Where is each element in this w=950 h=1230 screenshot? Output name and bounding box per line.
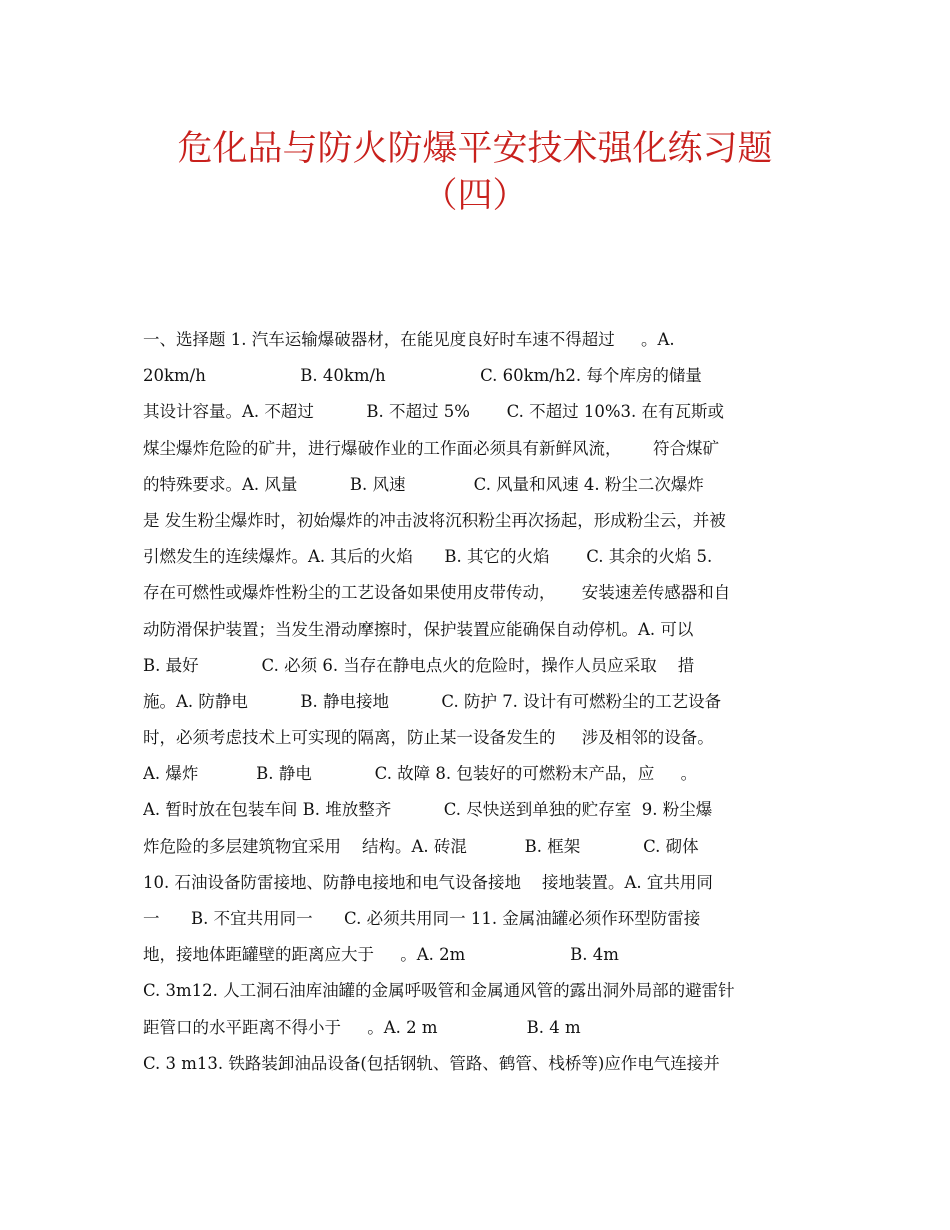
text-line: 引燃发生的连续爆炸。A. 其后的火焰 B. 其它的火焰 C. 其余的火焰 5. bbox=[143, 547, 713, 567]
text-line: 时，必须考虑技术上可实现的隔离，防止某一设备发生的 涉及相邻的设备。 bbox=[143, 728, 714, 748]
text-line: A. 爆炸 B. 静电 C. 故障 8. 包装好的可燃粉末产品，应 。 bbox=[143, 764, 698, 784]
text-line: C. 3 m13. 铁路装卸油品设备(包括钢轨、管路、鹤管、栈桥等)应作电气连接并 bbox=[143, 1053, 720, 1073]
exercise-body bbox=[143, 322, 813, 1082]
text-line: 20km/h B. 40km/h C. 60km/h2. 每个库房的储量 bbox=[143, 366, 702, 386]
document-title-subtitle: （四） bbox=[422, 176, 528, 216]
text-line: 一 B. 不宜共用同一 C. 必须共用同一 11. 金属油罐必须作环型防雷接 bbox=[143, 909, 701, 928]
text-line: 其设计容量。A. 不超过 B. 不超过 5% C. 不超过 10%3. 在有瓦斯或 bbox=[143, 402, 725, 422]
text-line: 的特殊要求。A. 风量 B. 风速 C. 风量和风速 4. 粉尘二次爆炸 bbox=[143, 474, 704, 494]
text-line: 一、选择题 1. 汽车运输爆破器材，在能见度良好时车速不得超过 。A. bbox=[143, 330, 675, 349]
text-line: A. 暂时放在包装车间 B. 堆放整齐 C. 尽快送到单独的贮存室 9. 粉尘爆 bbox=[143, 800, 713, 820]
text-line: 煤尘爆炸危险的矿井，进行爆破作业的工作面必须具有新鲜风流， 符合煤矿 bbox=[143, 438, 719, 458]
text-line: 施。A. 防静电 B. 静电接地 C. 防护 7. 设计有可燃粉尘的工艺设备 bbox=[143, 691, 722, 711]
document-title: 危化品与防火防爆平安技术强化练习题 bbox=[177, 129, 773, 169]
text-line: B. 最好 C. 必须 6. 当存在静电点火的危险时，操作人员应采取 措 bbox=[143, 655, 695, 675]
text-line: 地，接地体距罐壁的距离应大于 。A. 2m B. 4m bbox=[143, 945, 619, 965]
text-line: 是 发生粉尘爆炸时，初始爆炸的冲击波将沉积粉尘再次扬起，形成粉尘云，并被 bbox=[143, 510, 726, 530]
text-line: 存在可燃性或爆炸性粉尘的工艺设备如果使用皮带传动， 安装速差传感器和自 bbox=[143, 583, 731, 603]
text-line: 炸危险的多层建筑物宜采用 结构。A. 砖混 B. 框架 C. 砌体 bbox=[143, 836, 699, 856]
text-line: C. 3m12. 人工洞石油库油罐的金属呼吸管和金属通风管的露出洞外局部的避雷针 bbox=[143, 981, 735, 1001]
text-line: 动防滑保护装置；当发生滑动摩擦时，保护装置应能确保自动停机。A. 可以 bbox=[143, 619, 694, 639]
text-line: 距管口的水平距离不得小于 。A. 2 m B. 4 m bbox=[143, 1017, 581, 1037]
text-line: 10. 石油设备防雷接地、防静电接地和电气设备接地 接地装置。A. 宜共用同 bbox=[143, 872, 713, 892]
